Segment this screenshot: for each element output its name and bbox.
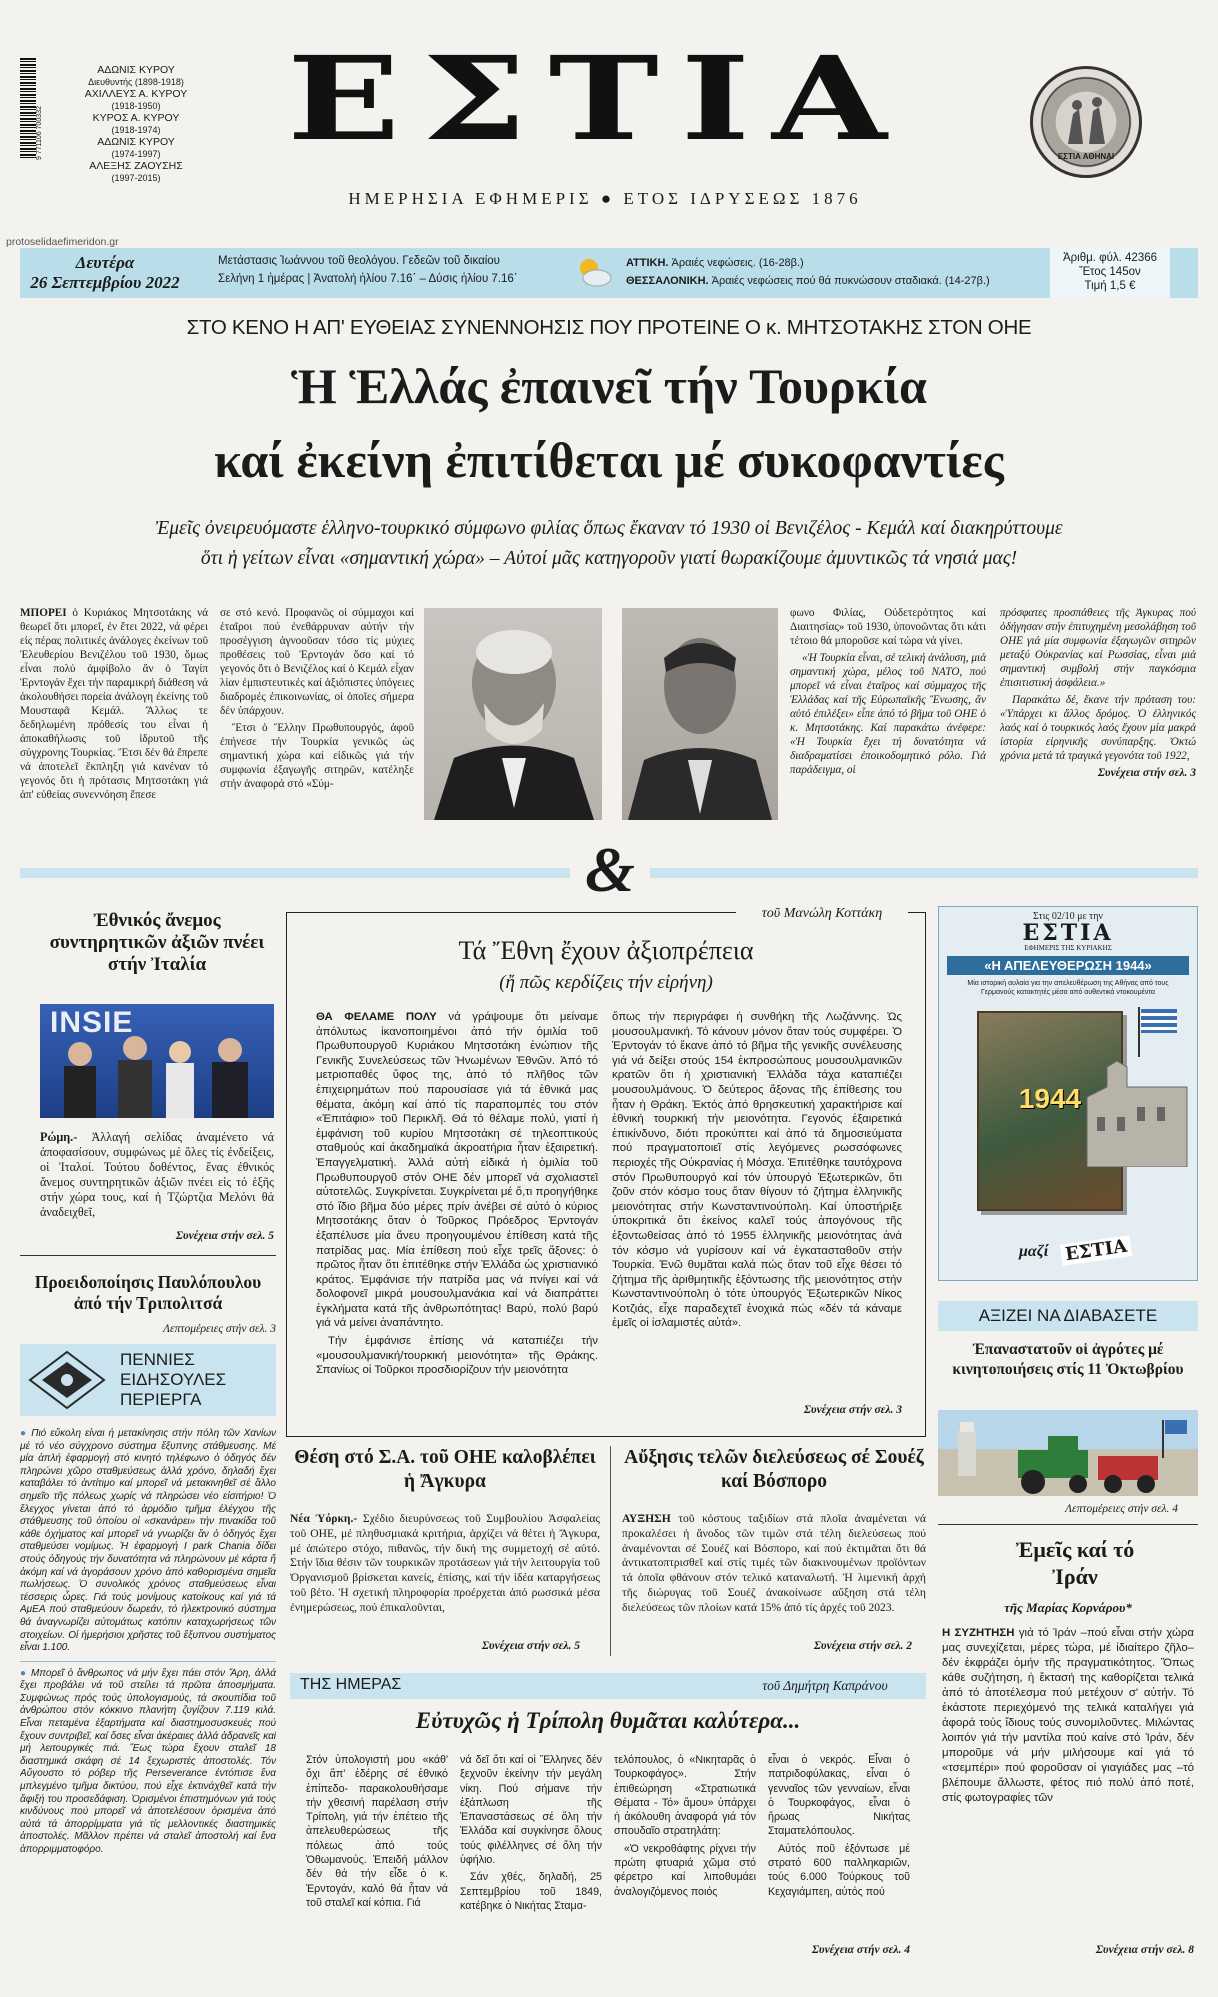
barcode-digits: 9 771106 700332 [36, 106, 43, 160]
issue-number: Ἀριθμ. φύλ. 42366 [1062, 252, 1158, 264]
editor-years: (1918-1950) [111, 101, 161, 111]
tis-imeras-text: «Ὁ νεκροθάφτης ρίχνει τήν πρώτη φτυαριά χῶμα στό φέρετρο καί λιποθυμάει ἀναλογιζόμενος ποιός [614, 1842, 756, 1898]
kottakis-column-2 [612, 1010, 902, 1402]
website-label: protoselidaefimeridon.gr [6, 236, 119, 248]
lead-column-3 [790, 606, 986, 860]
tis-imeras-continued-link[interactable]: Συνέχεια στήν σελ. 4 [811, 1944, 910, 1956]
lead-deck-1: Ἐμεῖς ὀνειρευόμαστε ἑλληνο-τουρκικό σύμφωνο φιλίας ὅπως ἔκαναν τό 1930 οἱ Βενιζέλος - Κεμάλ καί διακηρύττουμε [155, 518, 1063, 539]
promo-desc: Μία ιστορική αυλαία για την απελευθέρωση της Αθήνας από τους Γερμανούς κατακτητές μέσα από αυθεντικά ντοκουμέντα [967, 980, 1169, 996]
kottakis-title: Τά Ἔθνη ἔχουν ἀξιοπρέπεια [458, 936, 754, 965]
lead-lead-word: ΜΠΟΡΕΙ [20, 607, 67, 619]
un-continued-link[interactable]: Συνέχεια στήν σελ. 5 [481, 1640, 580, 1652]
tis-imeras-column-2 [460, 1753, 602, 1963]
italy-text: Ἀλλαγή σελίδας ἀναμένετο νά ἀποφασίσουν, συμφώνως μέ ὅλες τίς ἐνδείξεις, οἱ Ἰταλοί. Τούτου δοθέντος, ἕνας ἐθνικός ἄνεμος συντηρητικῶν ἀξιῶν πνέει εἰς τό ἑξῆς στήν χώρα τους, καί ἡ Τζώρτζια Μελόνι θά ἀναδειχθεῖ, [40, 1130, 274, 1219]
lead-column-4 [1000, 606, 1196, 860]
kottakis-byline: τοῦ Μανώλη Κοττάκη [736, 906, 908, 922]
date-label: 26 Σεπτεμβρίου 2022 [30, 273, 180, 292]
suez-continued-link[interactable]: Συνέχεια στήν σελ. 2 [813, 1640, 912, 1652]
lead-headline-2: καί ἐκείνη ἐπιτίθεται μέ συκοφαντίες [214, 432, 1004, 488]
building-icon [1077, 1057, 1197, 1167]
iran-continued-link[interactable]: Συνέχεια στήν σελ. 8 [1095, 1944, 1194, 1956]
lead-text: Ἔτσι ὁ Ἕλλην Πρωθυπουργός, ἀφοῦ ἐπήνεσε τήν Τουρκία γενικῶς ὡς σημαντική χώρα καί εἰδικῶς γιά τήν συμφωνία ἐξαγωγῆς σιτηρῶν, κατέληξε στήν ἀναφορά στό «Σύμ- [220, 722, 414, 790]
weather-thessaloniki: Ἀραιές νεφώσεις πού θά πυκνώσουν σταδιακά. (14-27β.) [711, 275, 990, 287]
promo-free-name: ΕΣΤΙΑ [1060, 1235, 1132, 1266]
tis-imeras-title: Εὐτυχῶς ἡ Τρίπολη θυμᾶται καλύτερα... [415, 1708, 801, 1733]
suez-title: Αὔξησις τελῶν διελεύσεως σέ Σουέζ καί Βόσπορο [624, 1447, 924, 1492]
saint-box [218, 252, 578, 288]
pennies-label: ΕΙΔΗΣΟΥΛΕΣ [120, 1370, 227, 1389]
un-title: Θέση στό Σ.Α. τοῦ ΟΗΕ καλοβλέπει ἡ Ἄγκυρα [294, 1447, 596, 1492]
iran-text: γιά τό Ἰράν –πού εἶναι στήν χώρα μας συνεχίζεται, μέρες τώρα, μέ ἰδιαίτερο ζῆλο– δέν ἐκφράζει ὁμήν τῆς πραγματικότητος. Ὅπως κάθε συζήτηση, ἡ ἔκτασή της καθορίζεται τελικά ἀπό τό ἀποτέλεσμα πού μετέχουν σ' αὐτήν. Τό ἐκάστοτε περιεχόμενό της τελικά καταλήγει γιά ἀφορά τούς ἴδιους τούς συνομιλοῦντες. Μιλώντας λοιπόν γιά τήν μαντίλα πού καίνε στό Ἰράν, δέν μποροῦμε νά μήν μιλήσουμε καί γιά τό «τσεμπέρι» πού φοροῦσαν οἱ γιαγιάδες μας –τό βλέπουμε ἄλλωστε, φέτος πιό πολύ ἀπό ποτέ, στίς φωτογραφίες τῶν [942, 1627, 1194, 1804]
lead-continued-link[interactable]: Συνέχεια στήν σελ. 3 [1097, 767, 1196, 779]
bullet-icon: ● [20, 1428, 32, 1439]
pennies-item-text: Μπορεῖ ὁ ἄνθρωπος νά μήν ἔχει πάει στόν Ἄρη, ἀλλά ἔχει προβάλει νά τοῦ στείλει τά πρῶτα ἀποσμήματα. Συμφώνως πρός τούς ὑπολογισμούς, τά σκουπίδια τοῦ ἀνθρώπου στόν κόκκινο πλανήτη ζυγίζουν 7.119 κιλά. Εἶναι πεταμένα ἐξαρτήματα καί διαστημοσυσκευές πού ἔχουν συντριβεῖ, καί ὅσες εἶναι ἀκέραιες ἀλλά ἀδρανεῖς καί μή λειτουργικές πιά. Ἕως τώρα ἔχουν σταλεῖ 18 διαστημικά σκάφη σέ 14 ξεχωριστές ἀποστολές. Τόν Αὔγουστο τό ρόβερ τῆς Perseverance ἐντόπισε ἕνα μπλεγμένο τμῆμα δικτύου, πού εἶχε ἐκτινάχθεῖ κατά τήν ἄφιξή του προσεδάφιση. Ὁρισμένοι ἐπιστημόνων γιά τούς κινδύνους πού μπορεῖ νά ἀποτελέσουν ὁρισμένα ἀπό αὐτά τά ἀπορρίμματα γιά τίς μελλοντικές διαστημικές ἀποστολές. Μᾶλλον πρέπει νά σταλεῖ ἀποστολή καί ἕνα ἀπορριμματοφόρο. [20, 1667, 276, 1855]
suez-lead-word: ΑΥΞΗΣΗ [622, 1512, 671, 1525]
lead-quote: πρόσφατες προσπάθειες τῆς Ἀγκυρας πού ὁδήγησαν στήν ἐπιτυχημένη μεσολάβηση τοῦ ΟΗΕ γιά μία συμφωνία ἐξαγωγῶν σιτηρῶν μεταξύ Οὐκρανίας καί Ρωσσίας, εἶναι μιά σημαντική συμβολή στήν παγκόσμια ἐπισιτιστική ἀσφάλεια.» [1000, 607, 1196, 689]
weather-attica: Ἀραιές νεφώσεις. (16-28β.) [671, 257, 804, 269]
ornament-icon [26, 1348, 108, 1412]
weather-place-thessaloniki: ΘΕΣΣΑΛΟΝΙΚΗ. [626, 275, 709, 287]
portrait-venizelos-icon [424, 608, 602, 820]
book-title: 1944 [1018, 1083, 1082, 1114]
promo-name: ΕΣΤΙΑ [1022, 920, 1114, 946]
un-dateline: Νέα Ὑόρκη.- [290, 1512, 358, 1525]
lead-text: φωνο Φιλίας, Οὐδετερότητος καί Διαιτησίας» τοῦ 1930, ὑπονοῶντας ὅτι κάτι τέτοιο θά μποροῦσε καί τώρα νά γίνει. [790, 607, 986, 647]
pavlopoulos-continued-link[interactable]: Λεπτομέρειες στήν σελ. 3 [163, 1323, 276, 1335]
masthead-logo: ΕΣΤΙΑ [287, 30, 909, 167]
portrait-kemal-icon [622, 608, 778, 820]
iran-lead-word: Η ΣΥΖΗΤΗΣΗ [942, 1627, 1015, 1639]
suez-text: τοῦ κόστους ταξιδίων στά πλοῖα ἀναμένεται νά προκαλέσει ἡ ἄνοδος τῶν τιμῶν στά τέλη διελεύσεως πού ἀναμένονται σέ Σουέζ καί Βόσπορο, καί πού ἐκτιμᾶται ὅτι θά ἀντικατοπτρισθεῖ καί στίς τιμές τῶν διακινουμένων προϊόντων τά ὁποῖα φθάνουν στόν τελικό καταναλωτή. Ἡ λιμενική ἀρχή τῆς διώρυγας τοῦ Σουέζ ἀνακοίνωσε αὔξηση στά τέλη διελεύσεως τῶν πλοίων κατά 15% ἀπό τίς ἀρχές τοῦ 2023. [622, 1512, 926, 1614]
rally-banner-text: INSIE [50, 1006, 134, 1039]
rule [20, 1255, 276, 1256]
masthead-subtitle: ΗΜΕΡΗΣΙΑ ΕΦΗΜΕΡΙΣ ● ΕΤΟΣ ΙΔΡΥΣΕΩΣ 1876 [348, 189, 862, 208]
kottakis-text-span: νά γράψουμε ὅτι μείναμε ἀπόλυτως ἱκανοποιημένοι ἀπό τήν ὁμιλία τοῦ Πρωθυπουργοῦ Κυριάκου Μητσοτάκη ἐνώπιον τῆς Γενικῆς Συνελεύσεως τῶν Ἡνωμένων Ἐθνῶν. Ἀπό τό μετριοπαθές ὕφος της, ἀπό τό πλῆθος τῶν ἐπιχειρημάτων πού παρουσίασε γιά τά ἐθνικά μας θέματα, ἀκόμη καί ἀπό τίς παραπομπές του στόν «Ἐπιτάφιο» τοῦ Περικλῆ. Θά τό θέλαμε πολύ, γιατί ἡ ἐμφάνιση τοῦ κυρίου Μητσοτάκη σέ τηλεοπτικούς σταθμούς καί ἀκαδημαϊκά ἀκροατήρια ἦταν ἐξαιρετική. Ἐπαγγελματική. Ἀλλά αὐτή εἰδικά ἡ ὁμιλία τοῦ Πρωθυπουργοῦ στόν ΟΗΕ δέν μπορεῖ νά σχολιαστεῖ αὐτοτελῶς. Συγκρίνεται. Συγκρίνεται μέ ὅ,τι προηγήθηκε στό ἴδιο βῆμα δύο μέρες πρίν ἀνέβει σέ αὐτό ὁ κύριος Μητσοτάκης ὅταν ὁ Τοῦρκος Πρόεδρος Ἐρντογάν ἐξαπέλυσε μία ἄνευ προηγουμένου ἐπίθεση κατά τῆς πατρίδας μας. Μία ἐπίθεση πού εἶχε τρεῖς ἄξονες: ὁ πρῶτος ἦταν ὅτι ἐπιτέθηκε στήν Ἑλλάδα ὡς χριστιανικό κράτος. Ἐμφάνισε τήν πατρίδα μας νά πνίγει καί νά δολοφονεῖ μικρά μουσουλμανάκια καί νά διαπράττει ἐγκλήματα κατά τῆς ἀνθρωπότητας! Βαρύ, πολύ βαρύ γιά νά μείνει ἀναπάντητο. [316, 1011, 598, 1330]
weather-icon [573, 254, 613, 290]
kottakis-column-1 [316, 1010, 598, 1418]
tis-imeras-column-1 [306, 1753, 448, 1963]
photo-venizelos [424, 608, 602, 820]
axizei-banner: ΑΞΙΖΕΙ ΝΑ ΔΙΑΒΑΣΕΤΕ [938, 1301, 1198, 1331]
iran-byline: τῆς Μαρίας Κορνάρου* [1004, 1600, 1132, 1615]
flag-icon [1135, 1007, 1181, 1057]
pennies-label: ΠΕΡΙΕΡΓΑ [120, 1390, 202, 1409]
date-box [20, 248, 190, 298]
issue-box [1050, 248, 1170, 298]
suez-body [622, 1512, 926, 1638]
pennies-item [20, 1668, 276, 1857]
column-rule [610, 1446, 611, 1656]
promo-box [938, 906, 1198, 1281]
weather-box [626, 254, 1046, 290]
kottakis-subtitle: (ἤ πῶς κερδίζεις τήν εἰρήνη) [499, 972, 713, 993]
promo-title: «Η ΑΠΕΛΕΥΘΕΡΩΣΗ 1944» [947, 956, 1189, 975]
kottakis-continued-link[interactable]: Συνέχεια στήν σελ. 3 [803, 1404, 902, 1416]
pavlopoulos-title: Προειδοποίησις Παυλόπουλου ἀπό τήν Τριπολιτσά [34, 1272, 262, 1313]
tis-imeras-text: Αὐτός ποῦ ἐξόντωσε μέ στρατό 600 παλληκαριῶν, τούς 6.000 Τούρκους τοῦ Κεχαγιάμπεη, αὐτός πού [768, 1842, 910, 1898]
lead-text: ὁ Κυριάκος Μητσοτάκης νά θεωρεῖ ὅτι μπορεῖ, ἐν ἔτει 2022, νά φέρει εἰς πέρας πολιτικές ἀνάλογες ἐκείνων τοῦ Ἐλευθερίου Βενιζέλου τοῦ 1930, ὅμως εἶναι πολύ ἀμφίβολο ἄν ὁ Ταγίπ Ἐρντογάν ἔχει τήν παραμικρή διάθεση νά ἀκολουθήσει πορεία ἀνάλογη ἐκείνης τοῦ Μουσταφᾶ Κεμάλ. Ἄλλως τε δεδηλωμένη πρόθεσίς του εἶναι ἡ ἀποκαθήλωσις τοῦ ἱδρυτοῦ τῆς σύγχρονης Τουρκίας. Ἔτσι δέν θά ἔπρεπε νά ἀποτελεῖ ἔκπληξη γιά κανέναν τό γεγονός ὅτι ἡ πρότασις Μητσοτάκη γιά ἀπ' εὐθείας συνεννόηση ἔπεσε [20, 607, 208, 801]
kottakis-text [316, 1010, 598, 1331]
promo-tag: ΕΦΗΜΕΡΙΣ ΤΗΣ ΚΥΡΙΑΚΗΣ [1024, 944, 1112, 952]
italy-title: Ἐθνικός ἄνεμος συντηρητικῶν ἀξιῶν πνέει στήν Ἰταλία [49, 910, 265, 975]
issue-year: Ἔτος 145ον [1079, 266, 1141, 278]
tis-imeras-byline: τοῦ Δημήτρη Καπράνου [762, 1678, 888, 1693]
tis-imeras-text: τελόπουλος, ὁ «Νικηταρᾶς ὁ Τουρκοφάγος». Στήν ἐπιθεώρηση «Στρατιωτικά Θέματα - Τό» ἄμου» ὑπάρχει ἡ ἀκόλουθη ἀναφορά γιά τόν σπουδαῖο στρατηλάτη: [614, 1754, 756, 1838]
lead-quote: Παρακάτω δέ, ἔκανε τήν πρόταση του: «Ὑπάρχει κι ἄλλος δρόμος. Ὁ ἑλληνικός λαός καί ὁ τουρκικός λαός ἔχουν μία μακρά ἱστορία εἰρηνικῆς συνύπαρξης. Ὀκτώ χρόνια μετά τά τραγικά γεγονότα τοῦ 1922, [1000, 694, 1196, 762]
pennies-body [20, 1428, 276, 1982]
seal [1030, 66, 1142, 178]
weather-place-attica: ΑΤΤΙΚΗ. [626, 257, 669, 269]
iran-title: Ἐμεῖς καί τό Ἰράν [1015, 1537, 1135, 1589]
un-body [290, 1512, 600, 1638]
tractor-icon [938, 1410, 1198, 1496]
promo-free: μαζί [1019, 1243, 1049, 1260]
lead-kicker: ΣΤΟ ΚΕΝΟ Η ΑΠ' ΕΥΘΕΙΑΣ ΣΥΝΕΝΝΟΗΣΙΣ ΠΟΥ ΠΡΟΤΕΙΝΕ Ο κ. ΜΗΤΣΟΤΑΚΗΣ ΣΤΟΝ ΟΗΕ [186, 316, 1032, 339]
rule [20, 1661, 276, 1662]
tis-imeras-label: ΤΗΣ ΗΜΕΡΑΣ [300, 1676, 402, 1693]
rule [938, 1524, 1198, 1525]
photo-italy-rally [40, 1004, 274, 1118]
sun-line: Σελήνη 1 ἡμέρας | Ἀνατολή ἡλίου 7.16΄ – Δύσις ἡλίου 7.16΄ [218, 273, 518, 285]
lead-column-1 [20, 606, 208, 860]
kottakis-text: ὅπως τήν περιγράφει ἡ συνθήκη τῆς Λωζάννης. Ὡς μουσουλμανική. Τό κάνουν μόνον ὅταν τούς συμφέρει. Ὁ Ἐρντογάν τό ἔκανε ἀπό τό βῆμα τῆς γενικῆς συνέλευσης γιά νά δείξει στούς 154 ἐκπροσώπους μουσουλμανικῶν κρατῶν ὅτι ἡ χριστιανική Ἑλλάδα τάχα καταπιέζει μουσουλμάνους. Ὁ δεύτερος ἄξονας τῆς ἐπίθεσης του ἦταν ἡ Θράκη. Ἐκτός ἀπό θρησκευτική χαρακτήρισε καί ἐθνική τουρκική τήν μειονότητα. Γεγονός ἐξαιρετικά ἐπικίνδυνο, διότι προκύπτει καί ἀπό τά δημοσιεύματα πού πραγματοποιεῖ στίς λεγόμενες ρωσσόφωνες περιοχές τῆς Οὐκρανίας ἡ Μόσχα. Ἐπιτέθηκε ταυτόχρονα στόν Πρωθυπουργό καί τόν ὑπουργό Ἐξωτερικῶν, ὅτι ζοῦν στόν κόσμο τους ὅταν θίγουν τό ζήτημα ἑλληνικῆς μειονότητας στήν Κωνσταντινούπολη. Καί ὑποστήριξε ὑποκριτικά ὅτι ἐκείνος καλεῖ τούς ἀπογόνους τῆς ἐξοντωθείσας ἀπό τό 1955 ἑλληνικῆς μειονότητας ἀνά τόν κόσμο νά γυρίσουν καί νά ἐγκατασταθοῦν στήν Τουρκία. Ἐνῶ θυμᾶται καλά πώς ὅταν τοῦ εἶχε θέσει τό ζήτημα τῆς ἀριθμητικῆς ἐξόντωσης τῆς μειονότητος στήν Κωνσταντινούπολη ὁ τότε ὑπουργός Ἐξωτερικῶν Νίκος Κοτζιάς, εἶχε παραδεχτεῖ ἐνοχικά πώς «δέν τά κάναμε ἐμεῖς οἱ ἰσλαμιστές αὐτά». [612, 1011, 902, 1330]
un-text: Σχέδιο διευρύνσεως τοῦ Συμβουλίου Ἀσφαλείας τοῦ ΟΗΕ, μέ πληθυσμιακά κριτήρια, ἀρχίζει νά θέτει ἡ Ἄγκυρα, μέ ἀπώτερο στόχο, πιθανῶς, τήν δική της συμμετοχή σέ αὐτό. Στήν ἴδια θέσιν τῶν τουρκικῶν προτάσεων γιά τήν λειτουργία τοῦ Ὀργανισμοῦ βρίσκεται κανείς, ἐπίσης, καί τήν ἰδέα καταργήσεως τοῦ βέτο. Ἡ σχετική πληροφορία προέρχεται ἀπό ρωσσικά μέσα ἐνημερώσεως, πού ἐπικαλοῦνται, [290, 1512, 600, 1614]
photo-tractors [938, 1410, 1198, 1496]
editor-years: (1918-1974) [111, 125, 161, 135]
editor-name: ΑΔΩΝΙΣ ΚΥΡΟΥ [97, 64, 175, 76]
tis-imeras-text: Σάν χθές, δηλαδή, 25 Σεπτεμβρίου τοῦ 1849, κατέβηκε ὁ Νικήτας Σταμα- [460, 1871, 602, 1912]
lead-column-2 [220, 606, 414, 860]
editor-years: (1974-1997) [111, 149, 161, 159]
tis-imeras-text: νά δεῖ ὅτι καί οἱ Ἕλληνες δέν ξεχνοῦν ἐκείνην τήν μεγάλη νίκη. Πού σήμανε τήν ἐξάπλωση τῆς Ἐπαναστάσεως σέ ὅλη τήν Ἑλλάδα καί συγκίνησε ὅλους τούς φιλέλληνες σέ ὅλη τήν ὑφήλιο. [460, 1754, 602, 1867]
lead-headline-1: Ἡ Ἑλλάς ἐπαινεῖ τήν Τουρκία [291, 358, 927, 414]
pennies-item [20, 1428, 276, 1655]
pennies-label: ΠΕΝΝΙΕΣ [120, 1350, 195, 1369]
pennies-labels [120, 1350, 226, 1410]
kottakis-text: Τήν ἐμφάνισε ἐπίσης νά καταπιέζει τήν «μουσουλμανική/τουρκική μειονότητα» τῆς Θράκης. Σπανίως οἱ Τοῦρκοι προσδιορίζουν τήν μειονότητα [316, 1335, 598, 1377]
saint-line: Μετάστασις Ἰωάννου τοῦ θεολόγου. Γεδεῶν τοῦ δικαίου [218, 255, 500, 267]
editor-years: Διευθυντής (1898-1918) [88, 77, 184, 87]
editor-name: ΑΧΙΛΛΕΥΣ Α. ΚΥΡΟΥ [84, 88, 188, 100]
editor-name: ΚΥΡΟΣ Α. ΚΥΡΟΥ [92, 112, 180, 124]
editor-name: ΑΔΩΝΙΣ ΚΥΡΟΥ [97, 136, 175, 148]
tis-imeras-column-3 [614, 1753, 756, 1963]
barcode [20, 58, 36, 158]
promo-top: Στις 02/10 με την [1033, 911, 1103, 922]
editors-list [56, 64, 216, 184]
day-label: Δευτέρα [75, 253, 135, 272]
tis-imeras-text: Στόν ὑπολογιστή μου «κάθ' ὄχι ἄπ' ἐδέρης σέ ἐθνικό ἐπίπεδο- παρακολουθήσαμε τήν χθεσινή παρέλαση στήν Τρίπολη, γιά τήν ἐπέτειο τῆς ἀπελευθερώσεως τῆς πόλεως ἀπό τούς Ὀθωμανούς. Ἐπειδή μάλλον δέν θά τήν εἶδε ὁ κ. Ἐρντογάν, καλό θά ἦταν νά τοῦ σταλεῖ καί κόπια. Γιά [306, 1754, 448, 1909]
photo-kemal [622, 608, 778, 820]
tis-imeras-text: εἶναι ὁ νεκρός. Εἶναι ὁ πατριδοφύλακας, εἶναι ὁ γενναῖος τῶν γενναίων, εἶναι ὁ Τουρκοφάγος, εἶναι ὁ ἥρωας Νικήτας Σταματελόπουλος. [768, 1754, 910, 1838]
axizei-title: Ἐπαναστατοῦν οἱ ἀγρότες μέ κινητοποιήσεις στίς 11 Ὀκτωβρίου [952, 1341, 1184, 1378]
iran-body [942, 1626, 1194, 1942]
italy-dateline: Ρώμη.- [40, 1130, 78, 1144]
editor-name: ΑΛΕΞΗΣ ΖΑΟΥΣΗΣ [89, 160, 183, 172]
axizei-continued-link[interactable]: Λεπτομέρειες στήν σελ. 4 [1065, 1503, 1178, 1515]
editor-years: (1997-2015) [111, 173, 161, 183]
pennies-banner [20, 1344, 276, 1416]
italy-continued-link[interactable]: Συνέχεια στήν σελ. 5 [175, 1230, 274, 1242]
divider-right [650, 868, 1198, 878]
issue-price: Τιμή 1,5 € [1084, 280, 1136, 292]
kottakis-lead-word: ΘΑ ΦΕΛΑΜΕ ΠΟΛΥ [316, 1011, 437, 1023]
seal-text: ΕΣΤΙΑ ΑΘΗΝΑΙ [1057, 152, 1115, 161]
lead-deck-2: ὅτι ἡ γείτων εἶναι «σημαντική χώρα» – Αὐτοί μᾶς κατηγοροῦν γιατί θωρακίζουμε ἀμυντικῶς τά νησιά μας! [200, 548, 1018, 569]
divider-left [20, 868, 570, 878]
pennies-item-text: Πιό εὔκολη εἶναι ἡ μετακίνησις στήν πόλη τῶν Χανίων μέ τό νέο σύγχρονο σύστημα ἔξυπνης στάθμευσης. Μέ μία ἁπλή ἐφαρμογή στό κινητό τηλέφωνο ὁ ὁδηγός δέν πληρώνει χῶρο σταθμεύσεως ἀλλά χρόνο, δηλαδή ἔχει καταβάλει τό ἀντίτιμο καί μπορεῖ νά μετακινηθεῖ σέ ἄλλο σημεῖο τῆς πόλεως χωρίς νά πληρώσει νέο εἰσιτήριο! Ὁ ἔλεγχος γίνεται ἀπό τό ἁρμόδιο τμῆμα ἐλέγχου τῆς στάθμευσης τοῦ ὁποίου οἱ «σκανάρει» τήν πινακίδα τοῦ κάθε ὀχήματος καί μπορεῖ νά γνωρίζει ἄν ὁ ὁδηγός ἔχει σταθμεύσει νομίμως. Ἡ ἐφαρμογή I park Chania δίδει στούς ὁδηγούς τήν δυνατότητα νά πληρώνουν μέ κάρτα ἤ ἀκόμη καί νά ἀγοράσουν χρόνο ἀπό καθορισμένα σημεῖα πωλήσεως. Ὁ συνολικός χρόνος σταθμεύσεως εἶναι τέσσερις ὧρες. Γιά τούς μονίμους κατοίκους καί γιά τά ΑμΕΑ πού σταθμεύουν δωρεάν, τό ἠλεκτρονικό σύστημα θά ἀναγνωρίζει αὐτομάτως κατόπιν καταχωρήσεως τῶν στοιχείων. Οἱ ἡμερήσιοι χρῆστες τοῦ ἔξυπνου συστήματος εἶναι 1.100. [20, 1428, 276, 1654]
bullet-icon: ● [20, 1667, 31, 1679]
lead-text: σε στό κενό. Προφανῶς οἱ σύμμαχοι καί ἑταῖροι πού ἐνεθάρρυναν αὐτήν τήν προσέγγιση ἀγνοοῦσαν τόσο τίς μύχιες προθέσεις τοῦ Ἐρντογάν ὅσο καί τό γεγονός ὅτι ὁ Βενιζέλος καί ὁ Κεμάλ εἶχαν λίαν ἐμπιστευτικές καί ἀξιόπιστες ὑπόγειες διαδρομές ἐπικοινωνίας, οἱ ὁποῖες σήμερα δέν ὑπάρχουν. [220, 607, 414, 717]
tis-imeras-column-4 [768, 1753, 910, 1943]
lead-quote: «Ἡ Τουρκία εἶναι, σέ τελική ἀνάλυση, μιά σημαντική χώρα, μέλος τοῦ ΝΑΤΟ, πού μπορεῖ νά εἶναι ἑταῖρος καί σύμμαχος τῆς Ἑλλάδας καί τῆς Εὐρωπαϊκῆς Ἕνωσης, ἄν αὐτό ἐπιλέξει» εἶπε ἀπό τό βῆμα τοῦ ΟΗΕ ὁ κ. Μητσοτάκης. Καί παρακάτω ἀνέφερε: «Ἡ Τουρκία ἔχει τή δυνατότητα νά διαδραματίσει ἐποικοδομητικό ρόλο. Γιά παράδειγμα, οἱ [790, 652, 986, 776]
italy-body [40, 1130, 274, 1220]
ampersand-ornament: & [585, 834, 635, 905]
